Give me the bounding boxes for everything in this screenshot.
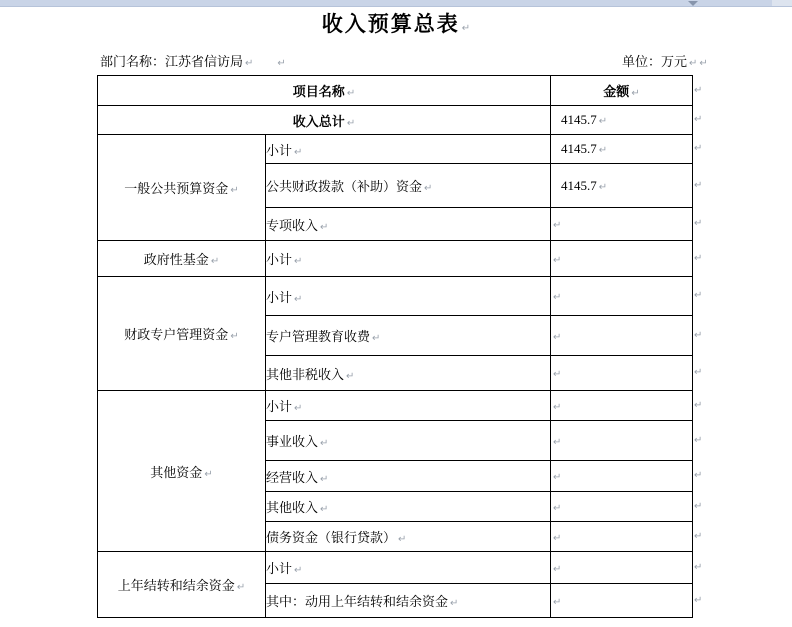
linebreak-mark: ↵ xyxy=(553,532,562,544)
row-end-mark: ↵ xyxy=(694,179,703,191)
linebreak-mark: ↵ xyxy=(598,116,608,127)
row-end-mark: ↵ xyxy=(694,561,703,573)
amount-cell xyxy=(551,552,693,584)
row-end-marks xyxy=(694,75,710,617)
row-end-mark: ↵ xyxy=(694,143,703,154)
item-cell xyxy=(266,421,551,461)
item-label-text: 专项收入 xyxy=(266,217,319,233)
group-cell xyxy=(98,135,266,241)
total-label-cell xyxy=(98,106,551,135)
table-row xyxy=(98,135,693,164)
row-end-mark: ↵ xyxy=(694,470,703,481)
total-amount-cell xyxy=(551,106,693,135)
group-label-text: 财政专户管理资金 xyxy=(124,327,229,342)
row-end-mark: ↵ xyxy=(694,290,703,301)
header-amount-text: 金额 xyxy=(603,84,630,99)
linebreak-mark: ↵ xyxy=(346,370,355,382)
department-name-text: 部门名称：江苏省信访局 xyxy=(100,54,244,69)
header-item-name xyxy=(98,76,551,106)
linebreak-mark: ↵ xyxy=(245,58,254,69)
linebreak-mark: ↵ xyxy=(236,582,246,593)
linebreak-mark: ↵ xyxy=(346,117,356,129)
item-label-text: 其他收入 xyxy=(266,500,319,515)
linebreak-mark: ↵ xyxy=(553,401,562,413)
amount-text: 4145.7 xyxy=(561,141,597,156)
linebreak-mark: ↵ xyxy=(553,596,562,608)
linebreak-mark: ↵ xyxy=(553,292,562,303)
item-label-text: 小计 xyxy=(266,399,293,414)
table-row xyxy=(98,241,693,277)
group-cell xyxy=(98,391,266,552)
table-row xyxy=(98,106,693,135)
item-cell xyxy=(266,316,551,356)
table-row xyxy=(98,391,693,421)
linebreak-mark: ↵ xyxy=(320,221,329,233)
department-name xyxy=(100,51,286,70)
unit-label-text: 单位：万元 xyxy=(622,54,688,69)
linebreak-mark: ↵ xyxy=(320,504,329,515)
group-label-text: 一般公共预算资金 xyxy=(124,181,229,196)
item-cell xyxy=(266,164,551,208)
group-cell xyxy=(98,277,266,391)
item-cell xyxy=(266,522,551,552)
amount-cell xyxy=(551,241,693,277)
item-label-text: 债务资金（银行贷款） xyxy=(266,530,397,545)
linebreak-mark: ↵ xyxy=(450,598,459,609)
row-end-mark: ↵ xyxy=(694,367,703,378)
item-cell xyxy=(266,391,551,421)
linebreak-mark: ↵ xyxy=(699,58,708,69)
linebreak-mark: ↵ xyxy=(204,468,213,480)
linebreak-mark: ↵ xyxy=(553,502,562,514)
amount-cell xyxy=(551,461,693,492)
group-cell xyxy=(98,552,266,618)
linebreak-mark: ↵ xyxy=(553,472,562,483)
item-cell xyxy=(266,552,551,584)
amount-cell xyxy=(551,277,693,316)
row-end-mark: ↵ xyxy=(694,84,703,96)
linebreak-mark: ↵ xyxy=(598,181,608,193)
linebreak-mark: ↵ xyxy=(631,88,640,99)
linebreak-mark: ↵ xyxy=(294,256,303,267)
item-label-text: 事业收入 xyxy=(266,434,319,449)
amount-cell xyxy=(551,421,693,461)
row-end-mark: ↵ xyxy=(694,530,703,542)
linebreak-mark: ↵ xyxy=(598,145,608,156)
linebreak-mark: ↵ xyxy=(553,563,562,575)
group-label-text: 其他资金 xyxy=(150,464,203,480)
total-amount-text: 4145.7 xyxy=(561,112,597,127)
amount-cell xyxy=(551,164,693,208)
linebreak-mark: ↵ xyxy=(553,436,562,448)
row-end-mark: ↵ xyxy=(694,218,703,229)
item-cell xyxy=(266,135,551,164)
row-end-mark: ↵ xyxy=(694,399,703,411)
item-label-text: 小计 xyxy=(266,561,293,576)
item-cell xyxy=(266,241,551,277)
group-cell xyxy=(98,241,266,277)
row-end-mark: ↵ xyxy=(694,594,703,606)
header-amount xyxy=(551,76,693,106)
linebreak-mark: ↵ xyxy=(320,473,329,485)
total-label-text: 收入总计 xyxy=(292,113,345,129)
linebreak-mark: ↵ xyxy=(294,146,303,158)
window-chrome-strip xyxy=(0,0,792,7)
amount-cell xyxy=(551,208,693,241)
item-cell xyxy=(266,277,551,316)
header-item-name-text: 项目名称 xyxy=(292,84,345,99)
linebreak-mark: ↵ xyxy=(230,185,239,196)
amount-cell xyxy=(551,135,693,164)
linebreak-mark: ↵ xyxy=(210,256,220,267)
item-cell xyxy=(266,492,551,522)
item-label-text: 专户管理教育收费 xyxy=(266,329,371,344)
table-row xyxy=(98,552,693,584)
item-cell xyxy=(266,208,551,241)
linebreak-mark: ↵ xyxy=(277,58,286,69)
table-row xyxy=(98,277,693,316)
amount-text: 4145.7 xyxy=(561,177,597,193)
amount-cell xyxy=(551,522,693,552)
row-end-mark: ↵ xyxy=(694,329,703,341)
linebreak-mark: ↵ xyxy=(461,23,471,34)
linebreak-mark: ↵ xyxy=(553,369,562,380)
item-label-text: 经营收入 xyxy=(266,469,319,485)
linebreak-mark: ↵ xyxy=(398,534,407,545)
item-cell xyxy=(266,356,551,391)
unit-label xyxy=(622,51,708,70)
title-line xyxy=(0,8,792,38)
item-cell xyxy=(266,461,551,492)
budget-table xyxy=(97,75,693,618)
amount-cell xyxy=(551,316,693,356)
row-end-mark: ↵ xyxy=(694,114,703,125)
linebreak-mark: ↵ xyxy=(294,565,303,576)
linebreak-mark: ↵ xyxy=(553,254,562,266)
amount-cell xyxy=(551,356,693,391)
page-title: 收入预算总表 xyxy=(321,12,460,36)
linebreak-mark: ↵ xyxy=(689,58,698,69)
table-row xyxy=(98,76,693,106)
amount-cell xyxy=(551,584,693,618)
scrollbar-area xyxy=(772,0,792,6)
item-label-text: 其他非税收入 xyxy=(266,366,345,382)
item-label-text: 小计 xyxy=(266,142,293,158)
linebreak-mark: ↵ xyxy=(553,220,562,231)
item-label-text: 其中：动用上年结转和结余资金 xyxy=(266,594,449,609)
linebreak-mark: ↵ xyxy=(372,333,381,344)
linebreak-mark: ↵ xyxy=(424,183,433,194)
ruler-marker-icon[interactable] xyxy=(688,1,698,6)
item-cell xyxy=(266,584,551,618)
linebreak-mark: ↵ xyxy=(294,293,303,305)
row-end-mark: ↵ xyxy=(694,252,703,264)
linebreak-mark: ↵ xyxy=(553,331,562,343)
linebreak-mark: ↵ xyxy=(346,88,356,99)
amount-cell xyxy=(551,492,693,522)
amount-cell xyxy=(551,391,693,421)
row-end-mark: ↵ xyxy=(694,500,703,512)
linebreak-mark: ↵ xyxy=(294,403,303,414)
row-end-mark: ↵ xyxy=(694,434,703,446)
item-label-text: 公共财政拨款（补助）资金 xyxy=(266,179,423,194)
linebreak-mark: ↵ xyxy=(230,331,239,342)
group-label-text: 上年结转和结余资金 xyxy=(117,578,235,593)
group-label-text: 政府性基金 xyxy=(143,252,209,267)
item-label-text: 小计 xyxy=(266,252,293,267)
linebreak-mark: ↵ xyxy=(320,438,329,449)
item-label-text: 小计 xyxy=(266,289,293,305)
